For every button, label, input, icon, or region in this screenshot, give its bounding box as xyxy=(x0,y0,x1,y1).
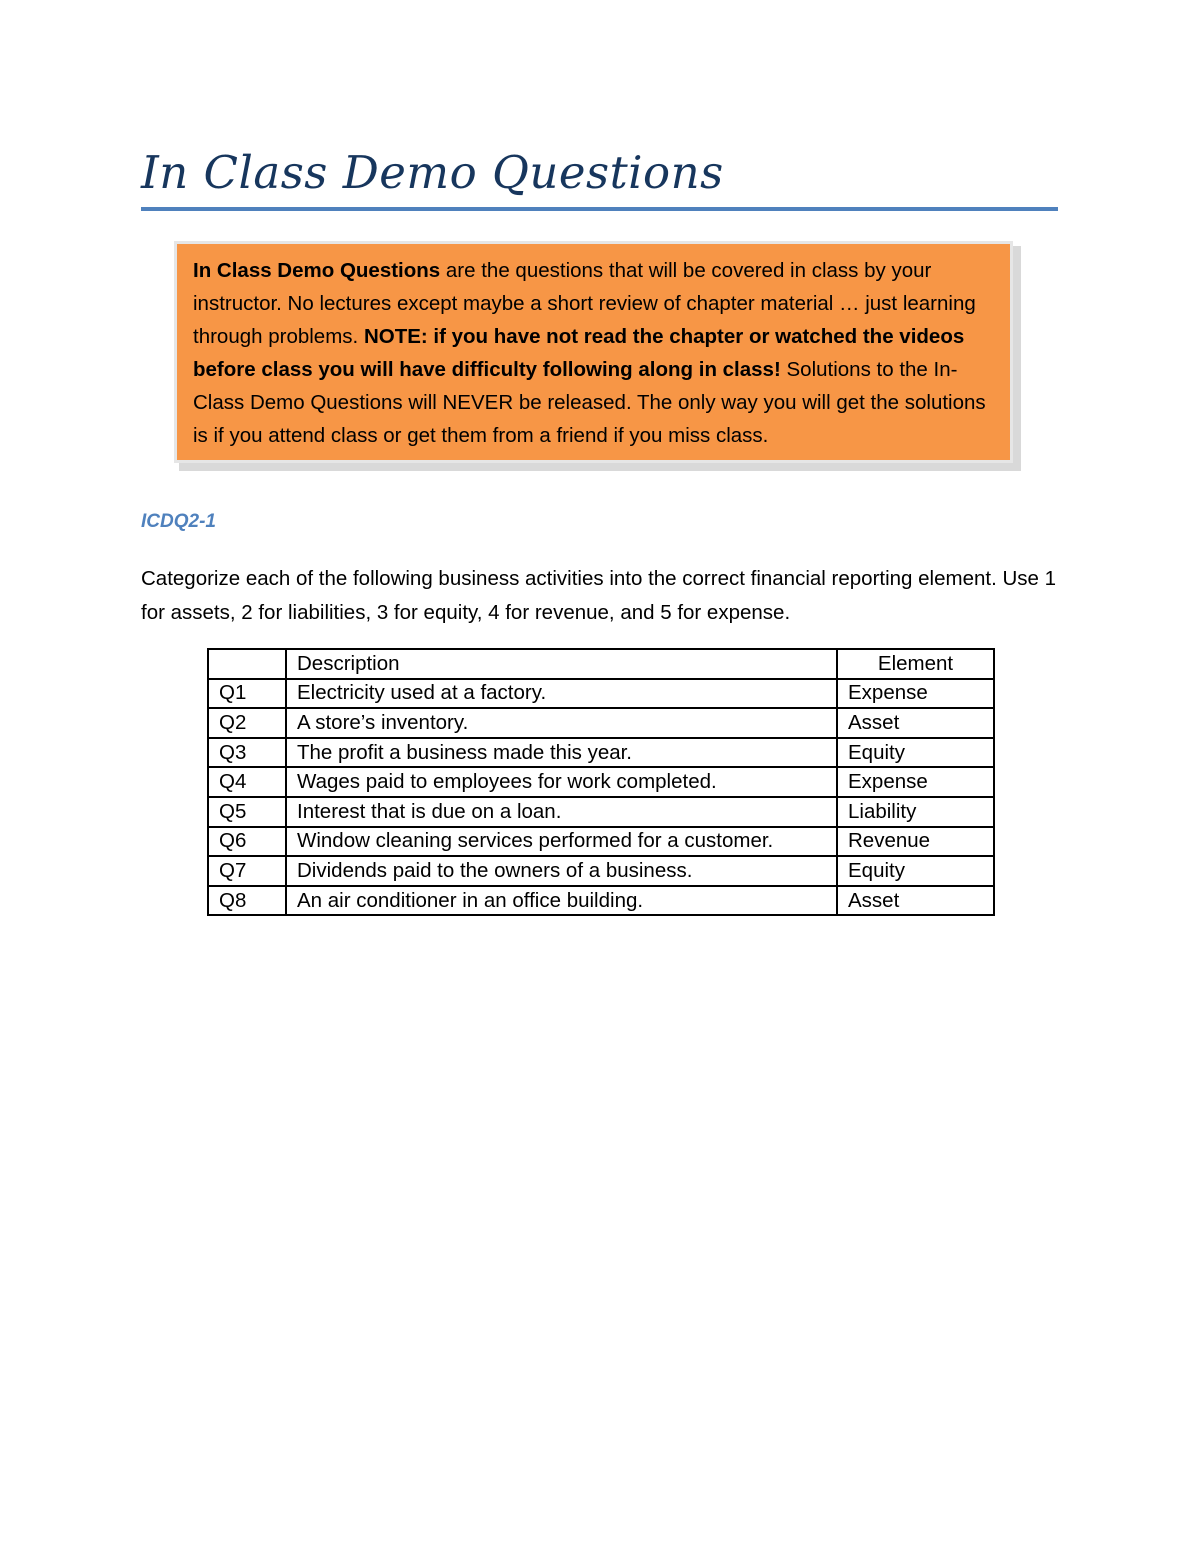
table-row xyxy=(208,886,994,916)
header-description: Description xyxy=(286,649,837,679)
element-cell: Equity xyxy=(837,738,994,768)
table-row xyxy=(208,767,994,797)
title-underline xyxy=(141,207,1058,211)
element-cell: Equity xyxy=(837,856,994,886)
description-cell: A store’s inventory. xyxy=(286,708,837,738)
table-row xyxy=(208,679,994,709)
description-cell: An air conditioner in an office building. xyxy=(286,886,837,916)
question-cell: Q1 xyxy=(208,679,286,709)
element-cell: Expense xyxy=(837,679,994,709)
element-cell: Asset xyxy=(837,708,994,738)
notice-box xyxy=(174,241,1013,463)
question-cell: Q6 xyxy=(208,827,286,857)
description-cell: Electricity used at a factory. xyxy=(286,679,837,709)
description-cell: Dividends paid to the owners of a business. xyxy=(286,856,837,886)
question-cell: Q4 xyxy=(208,767,286,797)
question-cell: Q7 xyxy=(208,856,286,886)
description-cell: Window cleaning services performed for a customer. xyxy=(286,827,837,857)
table-row xyxy=(208,738,994,768)
table-row xyxy=(208,827,994,857)
table-row xyxy=(208,708,994,738)
activities-table xyxy=(207,648,995,916)
instructions-text: Categorize each of the following business activities into the correct financial reporting element. Use 1 for assets, 2 for liabilities, 3 for equity, 4 for revenue, and 5 for expense. xyxy=(141,567,1057,624)
question-cell: Q5 xyxy=(208,797,286,827)
question-cell: Q8 xyxy=(208,886,286,916)
notice-text-1: are the questions that will be covered in class by your instructor. No lectures except maybe a short review of chapter material … just learning through problems. xyxy=(193,259,976,348)
notice-lead: In Class Demo Questions xyxy=(193,259,441,282)
header-element: Element xyxy=(837,649,994,679)
page-title: In Class Demo Questions xyxy=(141,146,724,199)
description-cell: The profit a business made this year. xyxy=(286,738,837,768)
question-cell: Q3 xyxy=(208,738,286,768)
notice-text-2: Solutions to the In-Class Demo Questions will NEVER be released. The only way you will get the solutions is if you attend class or get them from a friend if you miss class. xyxy=(193,358,986,447)
table-header-row xyxy=(208,649,994,679)
element-cell: Expense xyxy=(837,767,994,797)
notice-warning: NOTE: if you have not read the chapter or watched the videos before class you will have difficulty following along in class! xyxy=(193,325,965,381)
section-label: ICDQ2-1 xyxy=(141,511,216,532)
element-cell: Asset xyxy=(837,886,994,916)
question-cell: Q2 xyxy=(208,708,286,738)
table-row xyxy=(208,856,994,886)
element-cell: Revenue xyxy=(837,827,994,857)
table-row xyxy=(208,797,994,827)
notice-paragraph xyxy=(193,254,996,452)
description-cell: Interest that is due on a loan. xyxy=(286,797,837,827)
header-question xyxy=(208,649,286,679)
description-cell: Wages paid to employees for work completed. xyxy=(286,767,837,797)
element-cell: Liability xyxy=(837,797,994,827)
